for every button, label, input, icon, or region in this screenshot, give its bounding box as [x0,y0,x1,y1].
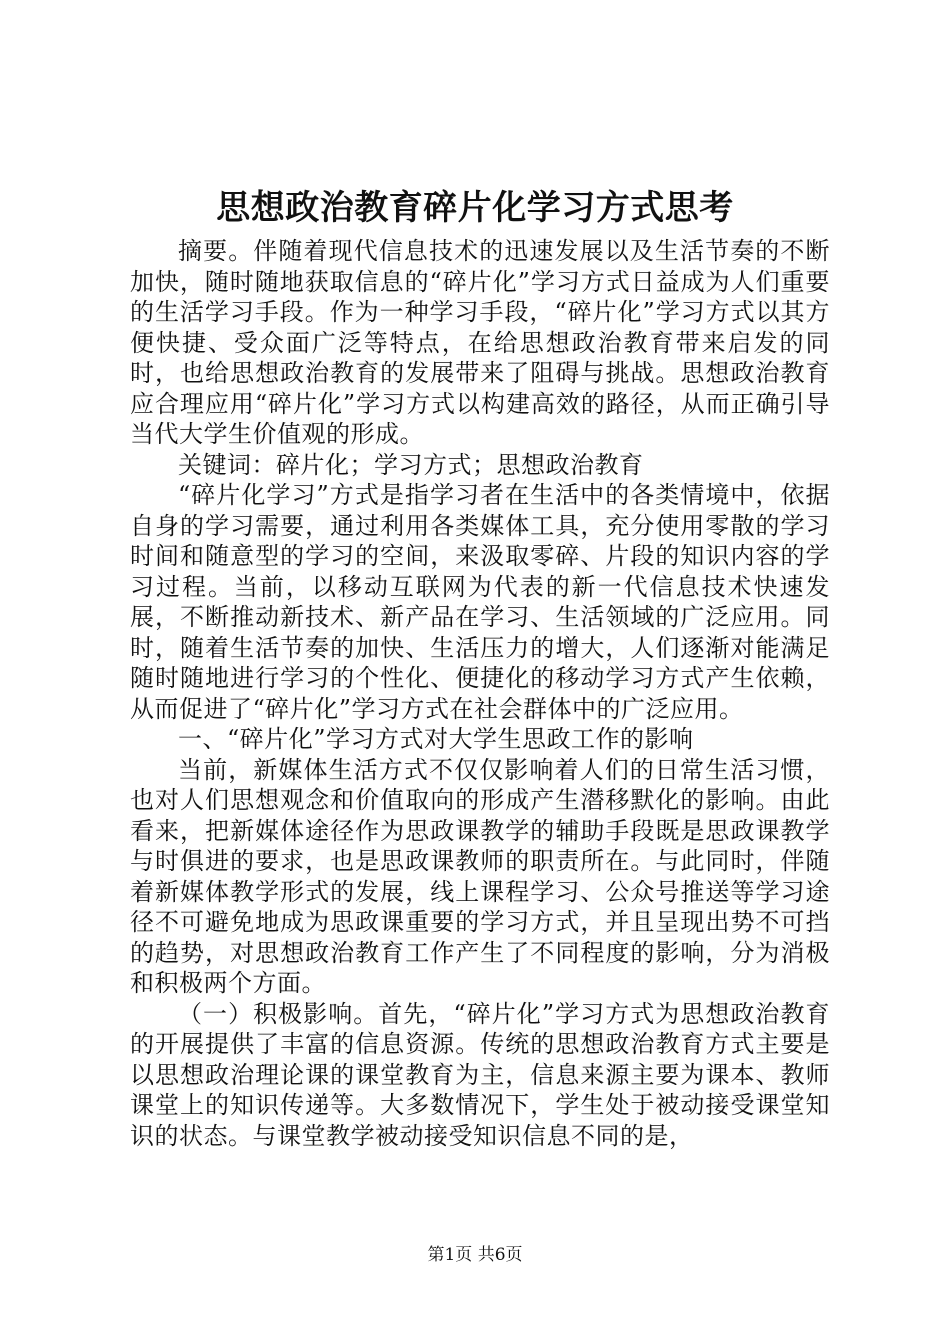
body-paragraph: 当前，新媒体生活方式不仅仅影响着人们的日常生活习惯，也对人们思想观念和价值取向的形成产生潜移默化的影响。由此看来，把新媒体途径作为思政课教学的辅助手段既是思政课教学与时俱进的要求，也是思政课教师的职责所在。与此同时，伴随着新媒体教学形式的发展，线上课程学习、公众号推送等学习途径不可避免地成为思政课重要的学习方式，并且呈现出势不可挡的趋势，对思想政治教育工作产生了不同程度的影响，分为消极和积极两个方面。 [130,755,830,997]
document-body [130,236,830,1151]
document-title: 思想政治教育碎片化学习方式思考 [216,188,734,228]
body-paragraph: （一）积极影响。首先，“碎片化”学习方式为思想政治教育的开展提供了丰富的信息资源。传统的思想政治教育方式主要是以思想政治理论课的课堂教育为主，信息来源主要为课本、教师课堂上的知识传递等。大多数情况下，学生处于被动接受课堂知识的状态。与课堂教学被动接受知识信息不同的是， [130,999,830,1150]
keywords-paragraph: 关键词：碎片化；学习方式；思想政治教育 [178,450,644,479]
abstract-paragraph: 摘要。伴随着现代信息技术的迅速发展以及生活节奏的不断加快，随时随地获取信息的“碎片化”学习方式日益成为人们重要的生活学习手段。作为一种学习手段，“碎片化”学习方式以其方便快捷、受众面广泛等特点，在给思想政治教育带来启发的同时，也给思想政治教育的发展带来了阻碍与挑战。思想政治教育应合理应用“碎片化”学习方式以构建高效的路径，从而正确引导当代大学生价值观的形成。 [130,237,830,448]
body-paragraph: “碎片化学习”方式是指学习者在生活中的各类情境中，依据自身的学习需要，通过利用各类媒体工具，充分使用零散的学习时间和随意型的学习的空间，来汲取零碎、片段的知识内容的学习过程。当前，以移动互联网为代表的新一代信息技术快速发展，不断推动新技术、新产品在学习、生活领域的广泛应用。同时，随着生活节奏的加快、生活压力的增大，人们逐渐对能满足随时随地进行学习的个性化、便捷化的移动学习方式产生依赖，从而促进了“碎片化”学习方式在社会群体中的广泛应用。 [130,481,830,723]
page-number-footer: 第1页 共6页 [427,1245,523,1265]
section-heading: 一、“碎片化”学习方式对大学生思政工作的影响 [178,725,694,753]
